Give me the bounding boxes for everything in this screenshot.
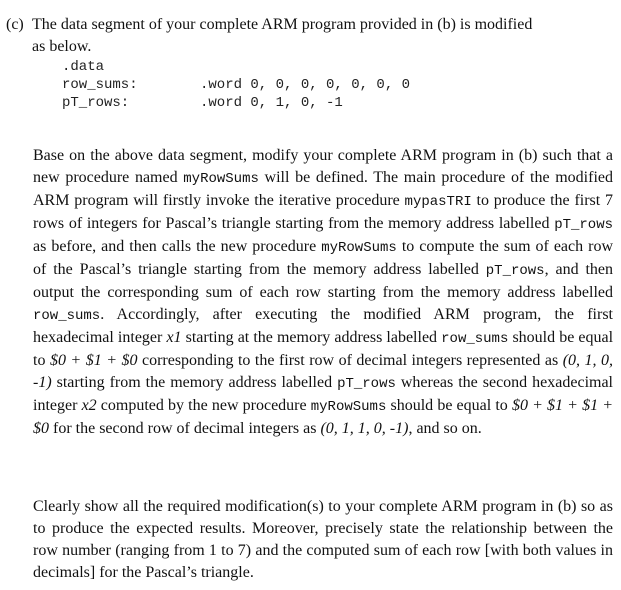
text-run: will be defined. The main procedure of the modified ARM program will firstly invoke the iterative procedure — [33, 169, 614, 209]
text-run: should be equal to — [386, 397, 512, 414]
math-term: (0, 1, 0, -1) — [33, 352, 614, 391]
text-run: as before, and then calls the new procedure — [33, 238, 322, 255]
text-run: computed by the new procedure — [96, 397, 311, 414]
intro-line-1: The data segment of your complete ARM program provided in (b) is modified — [32, 16, 533, 33]
code-value: .word 0, 1, 0, -1 — [200, 95, 343, 111]
code-term: pT_rows — [554, 217, 613, 233]
code-label: pT_rows: — [62, 95, 130, 111]
code-term: mypasTRI — [404, 194, 472, 210]
data-segment-code — [62, 58, 410, 112]
code-term: myRowSums — [310, 399, 387, 415]
math-term: x1 — [166, 329, 182, 346]
text-run: to compute the sum of each row of the Pascal’s triangle starting from the memory address labelled — [33, 238, 613, 278]
code-label: row_sums: — [62, 77, 138, 93]
code-value: .word 0, 0, 0, 0, 0, 0, 0 — [200, 77, 411, 93]
text-run: , and so on. — [408, 420, 482, 437]
text-run: , and then output the corresponding sum of each row starting from the memory address labelled — [33, 261, 614, 301]
code-term: myRowSums — [321, 240, 397, 256]
code-directive: .data — [62, 59, 105, 75]
text-run: should be equal to — [33, 329, 614, 369]
code-line-row-sums — [62, 76, 410, 94]
text-run: for the second row of decimal integers as — [49, 420, 321, 437]
text-run: Base on the above data segment, modify your complete ARM program in (b) such that a new procedure named — [33, 147, 613, 186]
text-run: corresponding to the first row of decimal integers represented as — [137, 352, 563, 369]
math-term: $0 + $1 + $1 + $0 — [33, 397, 614, 437]
question-label: (c) — [6, 16, 24, 33]
question-intro — [6, 14, 612, 58]
intro-line-2: as below. — [32, 38, 92, 55]
text-run: starting at the memory address labelled — [181, 329, 442, 346]
paragraph-instructions: Clearly show all the required modification(s) to your complete ARM program in (b) so as to produce the expected results. Moreover, precisely state the relationship between the row number (ranging from 1 to 7) and the computed sum of each row [with both values in decimals] for the Pascal’s triangle. — [33, 498, 613, 581]
code-term: pT_rows — [485, 263, 545, 279]
code-term: row_sums — [441, 331, 509, 347]
code-term: pT_rows — [337, 376, 396, 392]
paragraph-main — [33, 145, 613, 440]
code-term: myRowSums — [183, 171, 259, 187]
text-run: whereas the second hexadecimal integer — [33, 374, 614, 414]
text-run: starting from the memory address labelled — [51, 374, 338, 391]
math-term: (0, 1, 1, 0, -1) — [320, 420, 409, 437]
math-term: $0 + $1 + $0 — [49, 352, 138, 369]
text-run: to produce the first 7 rows of integers for Pascal’s triangle starting from the memory address labelled — [33, 192, 614, 232]
code-line-pt-rows — [62, 94, 410, 112]
text-run: . Accordingly, after executing the modified ARM program, the first hexadecimal integer — [33, 306, 613, 346]
math-term: x2 — [81, 397, 97, 414]
code-term: row_sums — [33, 308, 101, 324]
